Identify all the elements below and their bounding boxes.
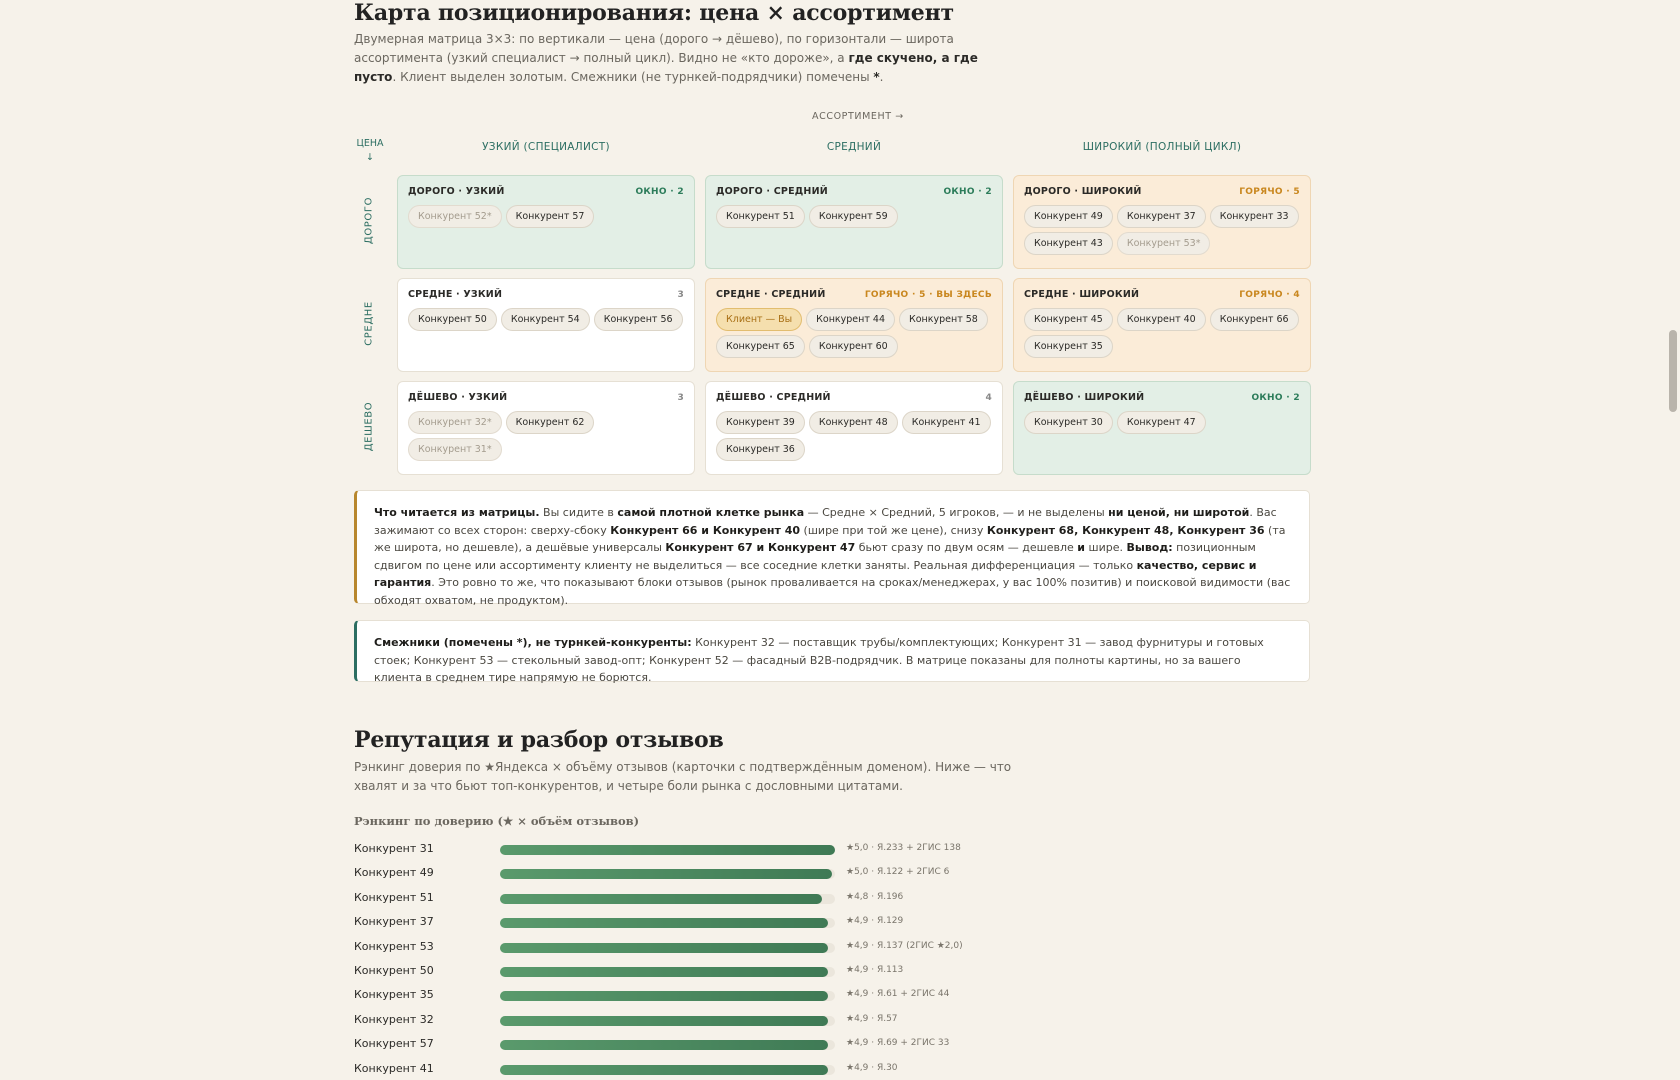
ranking-rating-meta: ★4,9 · Я.137 (2ГИС ★2,0): [846, 940, 963, 951]
ranking-competitor-name: Конкурент 31: [354, 842, 434, 855]
note-bold-text: Конкурент 66 и Конкурент 40: [610, 523, 801, 537]
ranking-bar-track: [500, 1040, 835, 1050]
ranking-competitor-name: Конкурент 50: [354, 964, 434, 977]
note-bold-text: самой плотной клетке рынка: [617, 506, 805, 519]
cell-chip-list: [1024, 205, 1300, 255]
note-bold-text: Что читается из матрицы.: [374, 506, 540, 519]
ranking-row: [354, 1035, 1054, 1055]
matrix-lead: [354, 30, 1014, 87]
trust-ranking-subtitle: Рэнкинг по доверию (★ × объём отзывов): [354, 814, 640, 828]
ranking-rating-meta: ★4,9 · Я.61 + 2ГИС 44: [846, 989, 950, 1000]
note-text: позиционным сдвигом по цене или ассортименту клиенту не выделиться — все соседние клетки заняты. Реальная дифференциация — только: [374, 541, 1256, 572]
cell-title: ДОРОГО · УЗКИЙ: [408, 186, 505, 197]
ranking-competitor-name: Конкурент 37: [354, 915, 434, 929]
competitor-chip[interactable]: Конкурент 56: [594, 308, 683, 331]
matrix-cell: [1013, 381, 1311, 475]
column-header: ШИРОКИЙ (ПОЛНЫЙ ЦИКЛ): [1082, 141, 1242, 153]
note-text: (та же широта, но дешевле), а дешёвые универсалы: [374, 523, 1286, 554]
row-header: СРЕДНЕ: [363, 301, 375, 346]
competitor-chip[interactable]: Конкурент 52*: [408, 205, 502, 228]
cell-chip-list: [408, 308, 684, 331]
ranking-row: [354, 962, 1054, 982]
competitor-chip[interactable]: Конкурент 54: [501, 308, 590, 331]
assortment-axis-label: АССОРТИМЕНТ →: [812, 111, 904, 122]
cell-chip-list: [1024, 411, 1300, 434]
competitor-chip[interactable]: Конкурент 35: [1024, 335, 1113, 358]
competitor-chip[interactable]: Конкурент 48: [809, 411, 898, 434]
note-bold-text: Конкурент 67 и Конкурент 47: [665, 541, 856, 554]
competitor-chip[interactable]: Конкурент 32*: [408, 411, 502, 434]
column-header: УЗКИЙ (СПЕЦИАЛИСТ): [482, 141, 610, 153]
matrix-cell: [705, 278, 1003, 372]
competitor-chip[interactable]: Конкурент 40: [1117, 308, 1206, 331]
ranking-row: [354, 1060, 1054, 1080]
ranking-bar-fill: [500, 1065, 828, 1075]
scrollbar-thumb[interactable]: [1669, 330, 1677, 412]
ranking-bar-track: [500, 943, 835, 953]
competitor-chip[interactable]: Конкурент 57: [506, 205, 595, 228]
matrix-cell: [1013, 278, 1311, 372]
ranking-bar-fill: [500, 991, 828, 1001]
page-scrollbar[interactable]: [1666, 0, 1680, 1080]
competitor-chip[interactable]: Конкурент 41: [902, 411, 991, 434]
matrix-lead-bold: где скучено, а где пусто: [354, 51, 978, 84]
cell-chip-list: [408, 205, 684, 228]
cell-status-tag: ГОРЯЧО · 4: [1239, 290, 1300, 300]
price-axis-arrow: ↓: [366, 152, 374, 163]
ranking-bar-track: [500, 869, 835, 879]
ranking-row: [354, 986, 1054, 1006]
ranking-bar-fill: [500, 943, 828, 953]
cell-status-tag: ГОРЯЧО · 5 · ВЫ ЗДЕСЬ: [864, 290, 992, 300]
cell-status-tag: ГОРЯЧО · 5: [1239, 187, 1300, 197]
ranking-row: [354, 889, 1054, 909]
ranking-bar-fill: [500, 894, 822, 904]
note-text: . Это ровно то же, что показывают блоки отзывов (рынок проваливается на сроках/менеджерах, у вас 100% позитив) и поисковой видимости (вас обходят охватом, не продуктом).: [374, 576, 1291, 607]
note-text: Конкурент 32 — поставщик трубы/комплектующих; Конкурент 31 — завод фурнитуры и готовых стоек; Конкурент 53 — стекольный завод-опт; Конкурент 52 — фасадный B2B-подрядчик. В матрице показаны для полноты картины, но за вашего клиента в среднем тире напрямую не борются.: [374, 636, 1264, 684]
matrix-cell: [397, 278, 695, 372]
cell-title: СРЕДНЕ · УЗКИЙ: [408, 289, 503, 300]
ranking-row: [354, 864, 1054, 884]
matrix-cell: [705, 381, 1003, 475]
ranking-bar-track: [500, 894, 835, 904]
note-text: — Средне × Средний, 5 игроков, — и не выделены: [804, 506, 1109, 519]
cell-chip-list: [716, 411, 992, 461]
cell-status-tag: 4: [985, 393, 992, 403]
competitor-chip[interactable]: Конкурент 37: [1117, 205, 1206, 228]
matrix-lead-text-1: Двумерная матрица 3×3: по вертикали — цена (дорого → дёшево), по горизонтали — широта ассортимента (узкий специалист → полный цикл). Видно не «кто дороже», а: [354, 32, 954, 65]
note-text: Вы сидите в: [539, 506, 618, 519]
ranking-row: [354, 1011, 1054, 1031]
ranking-competitor-name: Конкурент 51: [354, 890, 434, 904]
ranking-bar-track: [500, 1016, 835, 1026]
competitor-chip[interactable]: Конкурент 36: [716, 438, 805, 461]
cell-title: ДОРОГО · СРЕДНИЙ: [716, 186, 828, 197]
matrix-title: Карта позиционирования: цена × ассортимент: [354, 0, 954, 26]
matrix-lead-end: .: [879, 70, 884, 84]
cell-status-tag: 3: [677, 393, 684, 403]
competitor-chip[interactable]: Конкурент 47: [1117, 411, 1206, 434]
note-bold-text: Вывод:: [1126, 541, 1173, 554]
matrix-cell: [397, 381, 695, 475]
competitor-chip[interactable]: Конкурент 45: [1024, 308, 1113, 331]
reputation-lead: Рэнкинг доверия по ★Яндекса × объёму отзывов (карточки с подтверждённым доменом). Ниже — что хвалят и за что бьют топ-конкурентов, и четыре боли рынка с дословными цитатами.: [354, 760, 1012, 793]
ranking-competitor-name: Конкурент 35: [354, 988, 434, 1002]
note-bold-text: качество, сервис и гарантия: [374, 558, 1257, 589]
cell-chip-list: [408, 411, 684, 461]
ranking-bar-track: [500, 918, 835, 928]
competitor-chip[interactable]: Конкурент 33: [1210, 205, 1299, 228]
cell-chip-list: [1024, 308, 1300, 358]
matrix-cell: [705, 175, 1003, 269]
cell-title: СРЕДНЕ · СРЕДНИЙ: [716, 289, 826, 300]
ranking-bar-track: [500, 1065, 835, 1075]
ranking-row: [354, 840, 1054, 860]
ranking-rating-meta: ★4,9 · Я.57: [846, 1013, 898, 1024]
column-header: СРЕДНИЙ: [826, 141, 882, 153]
cell-chip-list: [716, 308, 992, 358]
matrix-lead-star: *: [873, 70, 880, 84]
ranking-bar-track: [500, 845, 835, 855]
competitor-chip[interactable]: Конкурент 53*: [1117, 232, 1211, 255]
cell-chip-list: [716, 205, 992, 228]
note-bold-text: Конкурент 68, Конкурент 48, Конкурент 36: [986, 523, 1265, 537]
ranking-rating-meta: ★4,8 · Я.196: [846, 891, 904, 902]
price-axis-label: [356, 137, 384, 165]
matrix-insight-note: [354, 490, 1310, 607]
competitor-chip[interactable]: Конкурент 66: [1210, 308, 1299, 331]
ranking-rating-meta: ★4,9 · Я.30: [846, 1062, 898, 1073]
competitor-chip[interactable]: Конкурент 44: [806, 308, 895, 331]
competitor-chip[interactable]: Конкурент 62: [506, 411, 595, 434]
matrix-cell: [397, 175, 695, 269]
ranking-competitor-name: Конкурент 57: [354, 1037, 434, 1051]
note-text: бьют сразу по двум осям — дешевле: [855, 541, 1078, 554]
row-header: ДОРОГО: [363, 196, 375, 245]
note-text: . Вас зажимают со всех сторон: сверху-сбоку: [374, 506, 1277, 537]
cell-title: ДЁШЕВО · УЗКИЙ: [408, 392, 508, 403]
competitor-chip[interactable]: Конкурент 59: [809, 205, 898, 228]
competitor-chip[interactable]: Конкурент 49: [1024, 205, 1113, 228]
note-text: (шире при той же цене), снизу: [800, 523, 987, 537]
ranking-bar-track: [500, 967, 835, 977]
cell-status-tag: ОКНО · 2: [635, 187, 684, 197]
note-text: шире.: [1085, 541, 1127, 554]
ranking-competitor-name: Конкурент 32: [354, 1012, 434, 1026]
ranking-row: [354, 938, 1054, 958]
ranking-bar-fill: [500, 918, 828, 928]
matrix-lead-text-2: . Клиент выделен золотым. Смежники (не турнкей-подрядчики) помечены: [392, 70, 874, 84]
ranking-competitor-name: Конкурент 49: [354, 866, 434, 880]
competitor-chip[interactable]: Конкурент 30: [1024, 411, 1113, 434]
ranking-bar-fill: [500, 1016, 828, 1026]
ranking-competitor-name: Конкурент 41: [354, 1061, 434, 1075]
competitor-chip[interactable]: Конкурент 51: [716, 205, 805, 228]
matrix-cell: [1013, 175, 1311, 269]
client-chip[interactable]: Клиент — Вы: [716, 308, 802, 331]
ranking-rating-meta: ★4,9 · Я.129: [846, 916, 904, 927]
ranking-bar-fill: [500, 869, 832, 879]
cell-status-tag: 3: [677, 290, 684, 300]
ranking-bar-fill: [500, 1040, 828, 1050]
ranking-rating-meta: ★4,9 · Я.113: [846, 965, 904, 975]
cell-title: ДЁШЕВО · СРЕДНИЙ: [716, 392, 831, 403]
price-axis-text: ЦЕНА: [356, 138, 384, 149]
reputation-title: Репутация и разбор отзывов: [354, 727, 724, 753]
ranking-rating-meta: ★4,9 · Я.69 + 2ГИС 33: [846, 1038, 950, 1049]
ranking-bar-track: [500, 991, 835, 1001]
note-bold-text: и: [1077, 541, 1086, 554]
ranking-rating-meta: ★5,0 · Я.122 + 2ГИС 6: [846, 867, 950, 878]
competitor-chip[interactable]: Конкурент 60: [809, 335, 898, 358]
competitor-chip[interactable]: Конкурент 65: [716, 335, 805, 358]
note-bold-text: Смежники (помечены *), не турнкей-конкуренты:: [374, 636, 692, 649]
cell-title: ДОРОГО · ШИРОКИЙ: [1024, 186, 1142, 197]
ranking-rating-meta: ★5,0 · Я.233 + 2ГИС 138: [846, 843, 961, 853]
competitor-chip[interactable]: Конкурент 58: [899, 308, 988, 331]
note-bold-text: ни ценой, ни широтой: [1108, 506, 1250, 519]
competitor-chip[interactable]: Конкурент 50: [408, 308, 497, 331]
cell-status-tag: ОКНО · 2: [943, 187, 992, 197]
ranking-bar-fill: [500, 845, 835, 855]
cell-title: ДЁШЕВО · ШИРОКИЙ: [1024, 392, 1145, 403]
cell-title: СРЕДНЕ · ШИРОКИЙ: [1024, 289, 1140, 300]
adjacent-note: [354, 620, 1310, 682]
competitor-chip[interactable]: Конкурент 39: [716, 411, 805, 434]
row-header: ДЕШЕВО: [363, 401, 375, 452]
ranking-competitor-name: Конкурент 53: [354, 939, 434, 953]
ranking-row: [354, 913, 1054, 933]
competitor-chip[interactable]: Конкурент 43: [1024, 232, 1113, 255]
competitor-chip[interactable]: Конкурент 31*: [408, 438, 502, 461]
ranking-bar-fill: [500, 967, 828, 977]
cell-status-tag: ОКНО · 2: [1251, 393, 1300, 403]
